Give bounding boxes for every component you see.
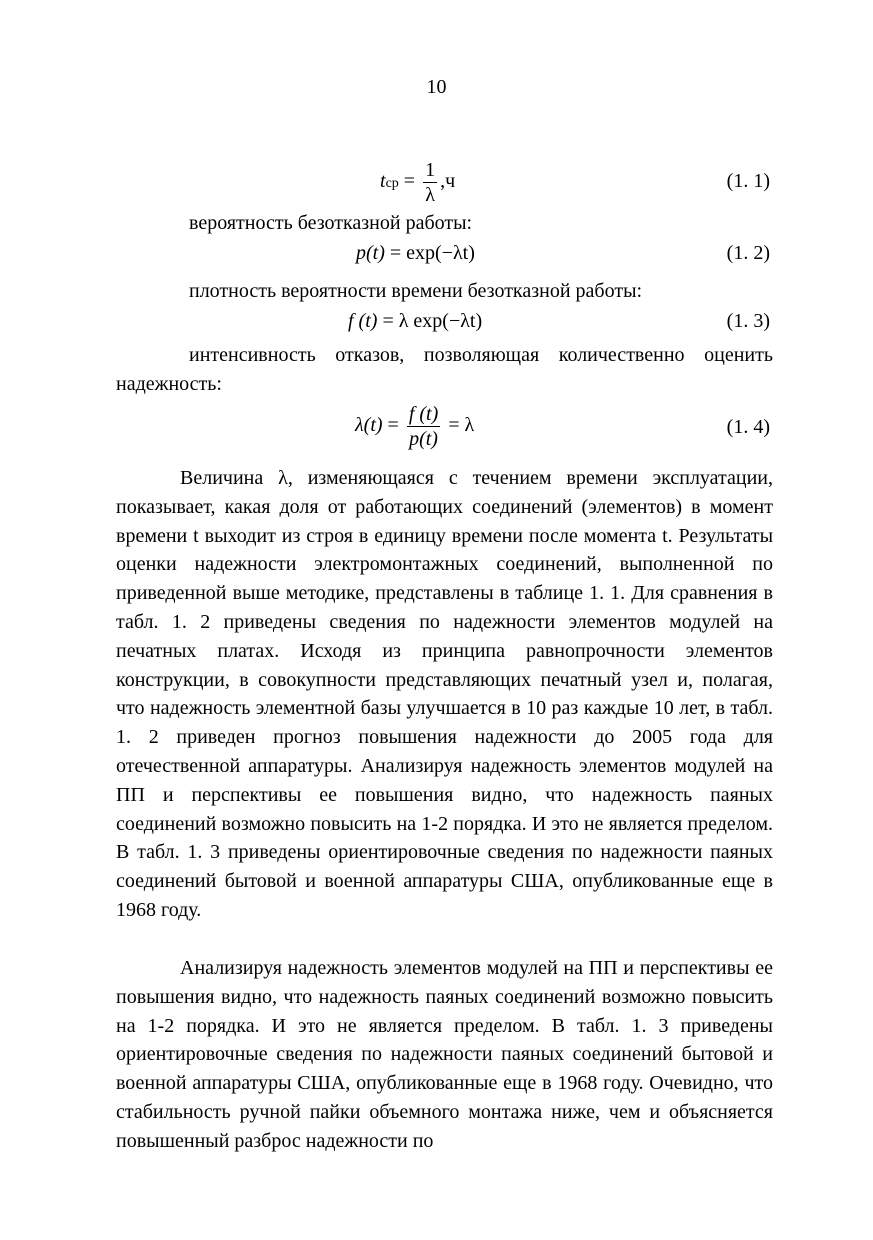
formula-failure-rate [355,402,474,451]
formula-lhs: λ(t) [355,414,383,437]
equation-1-1 [0,158,873,206]
fraction [407,402,440,451]
formula-rhs: = λ exp(−λt) [382,310,483,332]
formula-rhs: = λ [448,414,475,437]
equation-number: (1. 4) [726,416,770,438]
formula-lhs: f (t) [348,310,378,332]
equation-1-4 [0,402,873,458]
lhs-symbol: t [380,170,386,193]
fraction-numerator: f (t) [408,403,439,425]
fraction-numerator: 1 [425,159,436,181]
equation-number: (1. 1) [726,170,770,192]
intro-failure-rate: интенсивность отказов, позволяющая количественно оценить [189,344,773,366]
fraction [423,158,437,207]
intro-density: плотность вероятности времени безотказной работы: [189,280,643,302]
equals-sign: = [387,414,399,437]
fraction-denominator: λ [425,184,435,206]
body-paragraph-1: Величина λ, изменяющаяся с течением времени эксплуатации, показывает, какая доля от работающих соединений (элементов) в момент времени t выходит из строя в единицу времени после момента t. Результаты оценки надежности электромонтажных соединений, выполненной по приведенной выше методике, представлены в таблице 1. 1. Для сравнения в табл. 1. 2 приведены сведения по надежности элементов модулей на печатных платах. Исходя из принципа равнопрочности элементов конструкции, в совокупности представляющих печатный узел и, полагая, что надежность элементной базы улучшается в 10 раз каждые 10 лет, в табл. 1. 2 приведен прогноз повышения надежности до 2005 года для отечественной аппаратуры. Анализируя надежность элементов модулей на ПП и перспективы ее повышения видно, что надежность паяных соединений возможно повысить на 1-2 порядка. И это не является пределом. В табл. 1. 3 приведены ориентировочные сведения по надежности паяных соединений бытовой и военной аппаратуры США, опубликованные еще в 1968 году. [116,467,773,921]
formula-rhs: = exp(−λt) [389,242,475,264]
lhs-subscript: ср [385,176,399,192]
equals-sign: = [403,170,416,193]
equation-number: (1. 2) [726,242,770,264]
unit-suffix: ,ч [440,170,456,193]
formula-probability [356,242,475,265]
formula-density [348,310,482,333]
page-number: 10 [426,76,447,98]
body-paragraph-2: Анализируя надежность элементов модулей на ПП и перспективы ее повышения видно, что надежность паяных соединений возможно повысить на 1-2 порядка. И это не является пределом. В табл. 1. 3 приведены ориентировочные сведения по надежности паяных соединений бытовой и военной аппаратуры США, опубликованные еще в 1968 году. Очевидно, что стабильность ручной пайки объемного монтажа ниже, чем и объясняется повышенный разброс надежности по [116,957,773,1152]
intro-probability: вероятность безотказной работы: [189,212,473,234]
intro-failure-rate-continued: надежность: [116,373,222,395]
formula-mean-time [380,158,455,207]
formula-lhs: p(t) [356,242,385,264]
equation-1-2 [0,242,873,282]
equation-number: (1. 3) [726,310,770,332]
fraction-denominator: p(t) [409,428,438,450]
